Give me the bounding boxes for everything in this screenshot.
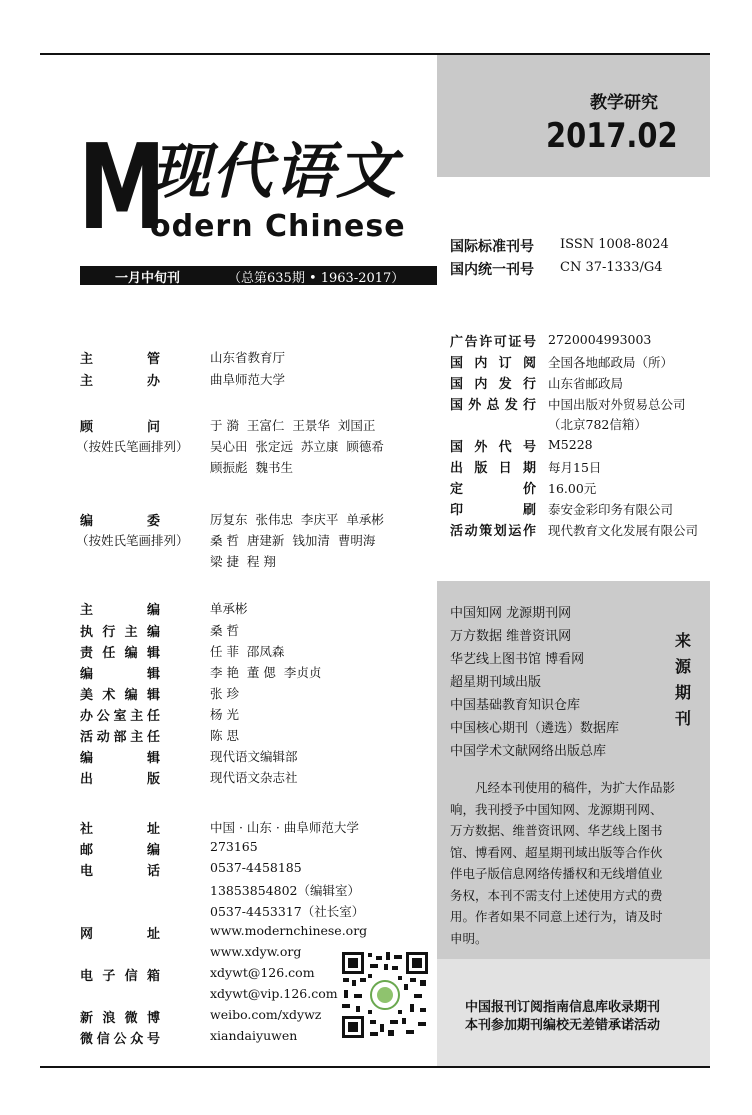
ad-label: 广 告 许 可 证 号 [450, 335, 536, 350]
office-value: 杨 光 [210, 707, 239, 722]
resp-label: 责 任 编 辑 [80, 646, 160, 661]
event-value: 陈 思 [210, 728, 239, 743]
email-2[interactable]: xdywt@vip.126.com [210, 986, 338, 1001]
footer-line-2: 本刊参加期刊编校无差错承诺活动 [465, 1018, 661, 1033]
notice-line: 用。作者如果不同意上述行为，请及时 [450, 909, 663, 924]
notice-line: 务权，本刊不需支付上述使用方式的费 [450, 887, 663, 903]
resp-value: 任 菲 邵凤森 [210, 644, 285, 659]
phone-2: 13853854802（编辑室） [210, 883, 360, 898]
advisor-line3: 顾振彪 魏书生 [210, 460, 293, 475]
vertical-char: 来 [675, 631, 692, 650]
section-label: 教学研究 [590, 93, 658, 113]
weibo-label: 新 浪 微 博 [80, 1011, 160, 1026]
source-line: 中国核心期刊（遴选）数据库 [450, 721, 620, 736]
publish-label: 出 版 [80, 772, 160, 787]
sponsor-label: 主 管 [80, 352, 160, 367]
issn-label: 国际标准刊号 [450, 239, 534, 255]
overseas-value2: （北京782信箱） [548, 417, 647, 432]
email-label: 电 子 信 箱 [80, 969, 160, 984]
advisor-note: （按姓氏笔画排列） [76, 439, 189, 454]
sub-value: 全国各地邮政局（所） [548, 355, 674, 370]
print-value: 泰安金彩印务有限公司 [548, 502, 674, 517]
issue-total: （总第635期 • 1963-2017） [228, 271, 405, 286]
editor-line3: 梁 捷 程 翔 [210, 554, 276, 569]
post-label: 邮 编 [80, 843, 160, 858]
editor-line2: 桑 哲 唐建新 钱加清 曹明海 [210, 533, 376, 548]
email-1[interactable]: xdywt@126.com [210, 965, 315, 980]
notice-line: 响，我刊授予中国知网、龙源期刊网、 [450, 801, 663, 817]
notice-line: 申明。 [450, 930, 488, 946]
source-vertical-label [675, 628, 693, 732]
organizer-value: 曲阜师范大学 [210, 372, 286, 387]
web-1[interactable]: www.modernchinese.org [210, 923, 368, 938]
ad-value: 2720004993003 [548, 332, 652, 347]
masthead-cn-title: 现代语文 [150, 137, 398, 207]
notice-line: 万方数据、维普资讯网、华艺线上图书 [450, 823, 663, 838]
price-value: 16.00元 [548, 481, 597, 496]
office-label: 办 公 室 主 任 [80, 709, 160, 724]
dist-value: 山东省邮政局 [548, 376, 624, 391]
copyright-notice [450, 777, 700, 949]
advisor-line2: 吴心田 张定远 苏立康 顾德希 [210, 439, 384, 454]
address-value: 中国 · 山东 · 曲阜师范大学 [210, 820, 359, 835]
cn-value: CN 37-1333/G4 [560, 260, 663, 275]
exec-label: 执 行 主 编 [80, 625, 160, 640]
source-line: 万方数据 维普资讯网 [450, 629, 572, 644]
plan-value: 现代教育文化发展有限公司 [548, 523, 699, 538]
art-label: 美 术 编 辑 [80, 688, 160, 703]
qr-code-icon [340, 950, 430, 1040]
publish-value: 现代语文杂志社 [210, 770, 298, 785]
compile-value: 现代语文编辑部 [210, 749, 298, 764]
advisor-line1: 于 漪 王富仁 王景华 刘国正 [210, 418, 376, 433]
dist-label: 国 内 发 行 [450, 377, 536, 392]
vertical-char: 期 [675, 683, 692, 702]
masthead-en-title: odern Chinese [150, 209, 406, 244]
issue-number: 2017.02 [546, 116, 678, 156]
chief-value: 单承彬 [210, 601, 248, 616]
exec-value: 桑 哲 [210, 623, 239, 638]
plan-label: 活 动 策 划 运 作 [450, 524, 536, 539]
editor-note: （按姓氏笔画排列） [76, 533, 189, 548]
weibo-value[interactable]: weibo.com/xdywz [210, 1007, 322, 1022]
bottom-rule [40, 1066, 710, 1068]
print-label: 印 刷 [450, 503, 536, 518]
event-label: 活 动 部 主 任 [80, 730, 160, 745]
advisor-label: 顾 问 [80, 420, 160, 435]
overseas-value1: 中国出版对外贸易总公司 [548, 397, 686, 412]
chief-label: 主 编 [80, 603, 160, 618]
edit-value: 李 艳 董 偲 李贞贞 [210, 665, 322, 680]
phone-label: 电 话 [80, 864, 160, 879]
date-label: 出 版 日 期 [450, 461, 536, 476]
notice-line: 伴电子版信息网络传播权和无线增值业 [450, 866, 663, 881]
editor-label: 编 委 [80, 514, 160, 529]
post-value: 273165 [210, 839, 258, 854]
source-line: 中国学术文献网络出版总库 [450, 744, 607, 759]
date-value: 每月15日 [548, 460, 602, 475]
wechat-label: 微 信 公 众 号 [80, 1032, 160, 1047]
notice-line: 馆、博看网、超星期刊域出版等合作伙 [450, 844, 663, 860]
address-label: 社 址 [80, 822, 160, 837]
web-2[interactable]: www.xdyw.org [210, 944, 302, 959]
source-line: 中国知网 龙源期刊网 [450, 606, 572, 621]
code-label: 国 外 代 号 [450, 440, 536, 455]
cn-label: 国内统一刊号 [450, 262, 534, 278]
frequency: 一月中旬刊 [115, 271, 181, 286]
notice-line: 凡经本刊使用的稿件，为扩大作品影 [475, 780, 676, 795]
edit-label: 编 辑 [80, 667, 160, 682]
editor-line1: 厉复东 张伟忠 李庆平 单承彬 [210, 512, 384, 527]
source-line: 中国基础教育知识仓库 [450, 698, 581, 713]
wechat-value: xiandaiyuwen [210, 1028, 298, 1043]
vertical-char: 源 [675, 657, 692, 676]
vertical-char: 刊 [675, 709, 692, 728]
phone-1: 0537-4458185 [210, 860, 302, 875]
footer-line-1: 中国报刊订阅指南信息库收录期刊 [465, 1000, 661, 1015]
art-value: 张 珍 [210, 686, 239, 701]
source-line: 华艺线上图书馆 博看网 [450, 652, 585, 667]
source-line: 超星期刊域出版 [450, 675, 542, 690]
web-label: 网 址 [80, 927, 160, 942]
price-label: 定 价 [450, 482, 536, 497]
masthead-big-m: M [78, 118, 167, 256]
overseas-label: 国 外 总 发 行 [450, 398, 536, 413]
phone-3: 0537-4453317（社长室） [210, 904, 365, 919]
compile-label: 编 辑 [80, 751, 160, 766]
sub-label: 国 内 订 阅 [450, 356, 536, 371]
issn-value: ISSN 1008-8024 [560, 237, 669, 252]
sponsor-value: 山东省教育厅 [210, 350, 286, 365]
frequency-bar [80, 266, 437, 285]
organizer-label: 主 办 [80, 374, 160, 389]
code-value: M5228 [548, 437, 593, 452]
